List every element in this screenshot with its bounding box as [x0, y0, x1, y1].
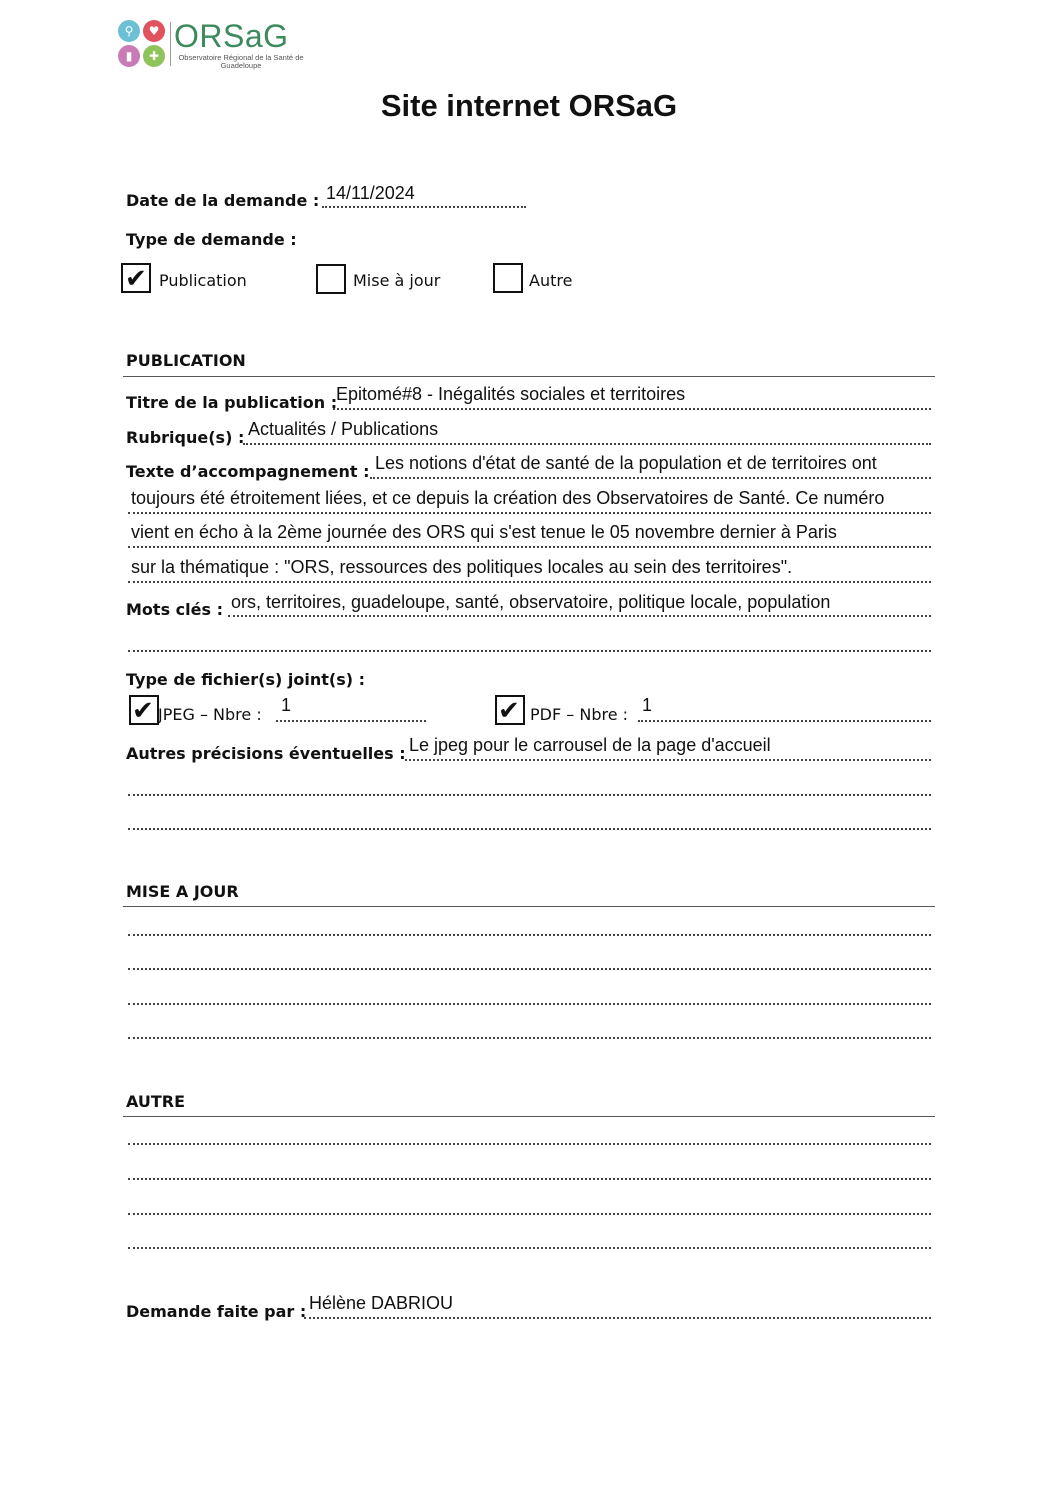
other-line-3[interactable]	[128, 1213, 931, 1215]
publication-rule	[123, 376, 935, 377]
update-line-3[interactable]	[128, 1003, 931, 1005]
pdf-count-line	[638, 720, 931, 722]
text-field-line-3[interactable]: vient en écho à la 2ème journée des ORS qui s'est tenue le 05 novembre dernier à Paris	[131, 522, 837, 542]
logo-name: ORSaG	[174, 18, 289, 54]
check-icon: ✔	[125, 264, 147, 294]
publication-heading: PUBLICATION	[126, 351, 246, 370]
other-details-line-3	[128, 828, 931, 830]
update-option-label: Mise à jour	[353, 271, 441, 290]
orsag-logo	[116, 18, 306, 70]
jpeg-label: JPEG – Nbre :	[158, 705, 262, 724]
cross-icon: ✚	[143, 45, 165, 67]
page-title: Site internet ORSaG	[380, 88, 678, 123]
date-label: Date de la demande :	[126, 191, 320, 210]
request-type-label: Type de demande :	[126, 230, 297, 249]
other-checkbox[interactable]	[493, 263, 523, 293]
text-field-line-4[interactable]: sur la thématique : "ORS, ressources des politiques locales au sein des territoires".	[131, 557, 793, 577]
keywords-field[interactable]: ors, territoires, guadeloupe, santé, observatoire, politique locale, population	[231, 592, 831, 612]
other-line-2[interactable]	[128, 1178, 931, 1180]
files-label: Type de fichier(s) joint(s) :	[126, 670, 365, 689]
update-line-2[interactable]	[128, 968, 931, 970]
text-field-line-2[interactable]: toujours été étroitement liées, et ce depuis la création des Observatoires de Santé. Ce numéro	[131, 488, 885, 508]
pdf-count-field[interactable]: 1	[642, 695, 653, 715]
keywords-line	[228, 615, 931, 617]
check-icon: ✔	[498, 696, 520, 726]
other-details-line-2	[128, 794, 931, 796]
pub-title-label: Titre de la publication :	[126, 393, 338, 412]
text-line-3	[128, 546, 931, 548]
chart-icon: ▮	[118, 45, 140, 67]
keywords-label: Mots clés :	[126, 600, 223, 619]
update-rule	[123, 906, 935, 907]
requested-by-line	[304, 1317, 931, 1319]
text-line-1	[370, 477, 931, 479]
text-label: Texte d’accompagnement :	[126, 462, 370, 481]
keywords-line-2	[128, 650, 931, 652]
pub-title-line	[333, 408, 931, 410]
pdf-label: PDF – Nbre :	[530, 705, 629, 724]
other-details-field[interactable]: Le jpeg pour le carrousel de la page d'accueil	[409, 735, 771, 755]
text-line-2	[128, 512, 931, 514]
date-field-line	[322, 206, 526, 208]
other-details-line	[405, 759, 931, 761]
other-option-label: Autre	[529, 271, 573, 290]
search-icon: ⚲	[118, 20, 140, 42]
requested-by-label: Demande faite par :	[126, 1302, 307, 1321]
rubric-field[interactable]: Actualités / Publications	[248, 419, 439, 439]
logo-divider	[170, 22, 171, 66]
text-line-4	[128, 581, 931, 583]
jpeg-count-line	[276, 720, 426, 722]
text-field-line-1[interactable]: Les notions d'état de santé de la population et de territoires ont	[375, 453, 877, 473]
logo-subtitle: Observatoire Régional de la Santé de Guadeloupe	[178, 53, 304, 70]
date-field[interactable]: 14/11/2024	[326, 183, 415, 203]
pub-title-field[interactable]: Epitomé#8 - Inégalités sociales et territoires	[336, 384, 686, 404]
heart-icon: ♥	[143, 20, 165, 42]
rubric-line	[243, 443, 931, 445]
jpeg-count-field[interactable]: 1	[281, 695, 292, 715]
other-details-label: Autres précisions éventuelles :	[126, 744, 406, 763]
other-line-1[interactable]	[128, 1143, 931, 1145]
other-line-4[interactable]	[128, 1247, 931, 1249]
other-heading: AUTRE	[126, 1092, 186, 1111]
other-rule	[123, 1116, 935, 1117]
update-line-1[interactable]	[128, 934, 931, 936]
publication-option-label: Publication	[159, 271, 247, 290]
check-icon: ✔	[132, 696, 154, 726]
rubric-label: Rubrique(s) :	[126, 428, 245, 447]
update-line-4[interactable]	[128, 1037, 931, 1039]
update-heading: MISE A JOUR	[126, 882, 239, 901]
requested-by-field[interactable]: Hélène DABRIOU	[309, 1293, 454, 1313]
update-checkbox[interactable]	[316, 264, 346, 294]
